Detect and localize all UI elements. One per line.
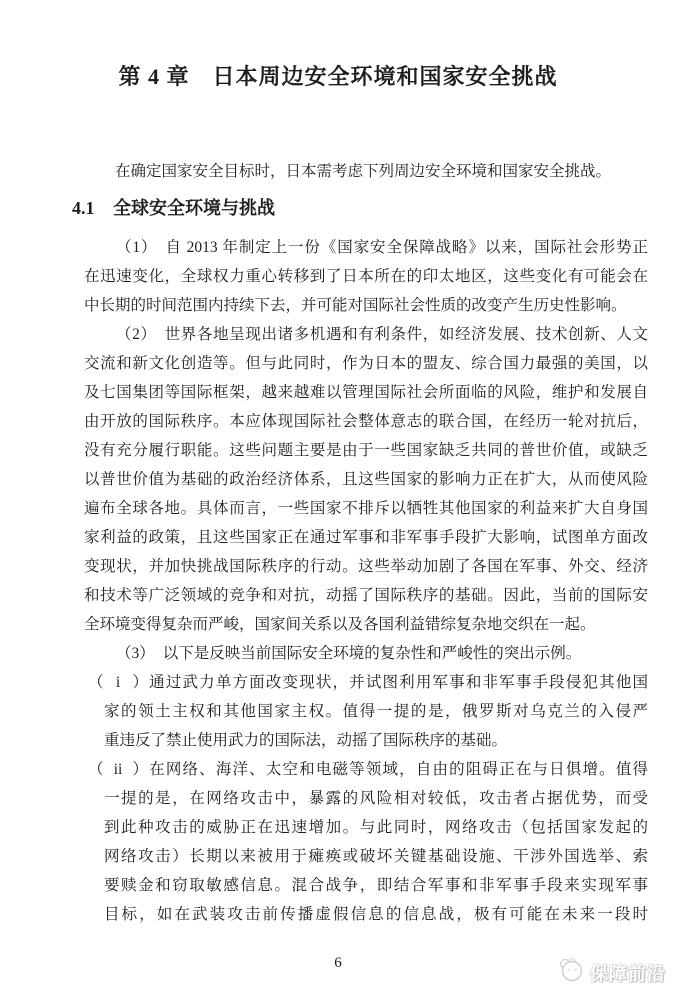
paragraph-1 (84, 233, 648, 320)
section-title: 全球安全环境与挑战 (113, 198, 275, 218)
page-number: 6 (334, 955, 342, 971)
text-line: 要赎金和窃取敏感信息。混合战争，即结合军事和非军事手段来实现军事 (104, 877, 648, 894)
list-marker: （ii） (88, 761, 148, 778)
body-text (84, 233, 648, 929)
list-marker: （i） (88, 674, 148, 691)
text-line: 和技术等广泛领域的竞争和对抗，动摇了国际秩序的基础。因此，当前的国际安 (84, 587, 648, 604)
intro-paragraph: 在确定国家安全目标时，日本需考虑下列周边安全环境和国家安全挑战。 (115, 163, 612, 180)
text-line: 家的领土主权和其他国家主权。值得一提的是，俄罗斯对乌克兰的入侵严 (104, 703, 648, 720)
text-line: 到此种攻击的威胁正在迅速增加。与此同时，网络攻击（包括国家发起的 (104, 819, 648, 836)
paragraph-3 (84, 639, 648, 668)
list-marker: （1） (116, 239, 158, 256)
text-line: （3） 以下是反映当前国际安全环境的复杂性和严峻性的突出示例。 (116, 645, 582, 662)
text-line: 目标，如在武装攻击前传播虚假信息的信息战，极有可能在未来一段时 (104, 906, 648, 923)
paragraph-4 (84, 668, 648, 755)
text-line: 遍布全球各地。具体而言，一些国家不排斥以牺牲其他国家的利益来扩大自身国 (84, 500, 648, 517)
paragraph-5 (84, 755, 648, 929)
chapter-title: 第 4 章 日本周边安全环境和国家安全挑战 (118, 64, 558, 89)
text-line: 重违反了禁止使用武力的国际法，动摇了国际秩序的基础。 (104, 732, 508, 749)
text-line: （ii）在网络、海洋、太空和电磁等领域，自由的阻碍正在与日俱增。值得 (88, 755, 648, 784)
text-line: 家利益的政策，且这些国家正在通过军事和非军事手段扩大影响，试图单方面改 (84, 529, 648, 546)
list-marker: （3） (116, 645, 155, 662)
text-line: 交流和新文化创造等。但与此同时，作为日本的盟友、综合国力最强的美国，以 (84, 355, 648, 372)
section-number: 4.1 (72, 198, 95, 218)
text-line: 由开放的国际秩序。本应体现国际社会整体意志的联合国，在经历一轮对抗后， (84, 413, 648, 430)
text-line: 变现状，并加快挑战国际秩序的行动。这些举动加剧了各国在军事、外交、经济 (84, 558, 648, 575)
text-line: 全环境变得复杂而严峻，国家间关系以及各国利益错综复杂地交织在一起。 (84, 616, 596, 633)
text-line: 及七国集团等国际框架，越来越难以管理国际社会所面临的风险，维护和发展自 (84, 384, 648, 401)
text-line: 以普世价值为基础的政治经济体系，且这些国家的影响力正在扩大，从而使风险 (84, 471, 648, 488)
section-heading (72, 196, 275, 220)
list-marker: （2） (116, 326, 157, 343)
text-line: 一提的是，在网络攻击中，暴露的风险相对较低，攻击者占据优势，而受 (104, 790, 648, 807)
watermark-text: 保障前沿 (590, 963, 666, 984)
text-line: 没有充分履行职能。这些问题主要是由于一些国家缺乏共同的普世价值，或缺乏 (84, 442, 648, 459)
watermark-logo-icon (557, 957, 585, 988)
text-line: （2） 世界各地呈现出诸多机遇和有利条件，如经济发展、技术创新、人文 (116, 326, 648, 343)
text-line: 网络攻击）长期以来被用于瘫痪或破坏关键基础设施、干涉外国选举、索 (104, 848, 648, 865)
text-line: （1） 自 2013 年制定上一份《国家安全保障战略》以来，国际社会形势正 (116, 239, 648, 256)
text-line: （i）通过武力单方面改变现状，并试图利用军事和非军事手段侵犯其他国 (88, 668, 648, 697)
paragraph-2 (84, 320, 648, 639)
watermark (557, 957, 666, 988)
text-line: 在迅速变化，全球权力重心转移到了日本所在的印太地区，这些变化有可能会在 (84, 268, 648, 285)
text-line: 中长期的时间范围内持续下去，并可能对国际社会性质的改变产生历史性影响。 (84, 297, 627, 314)
